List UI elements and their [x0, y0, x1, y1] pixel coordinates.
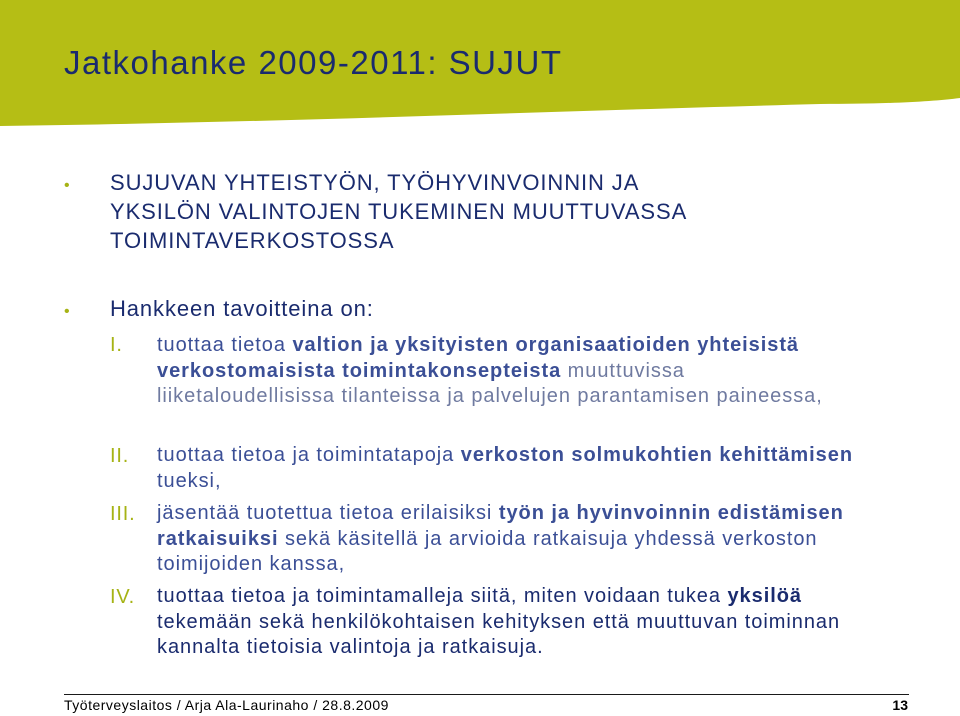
- goal-2-numeral: II.: [110, 445, 130, 467]
- goal-3-numeral: III.: [110, 503, 136, 525]
- footer-credit: Työterveyslaitos / Arja Ala-Laurinaho / 28.8.2009: [64, 697, 389, 713]
- goal-2-part-2: verkoston solmukohtien kehittämisen: [460, 444, 853, 466]
- goals-heading: Hankkeen tavoitteina on:: [110, 296, 374, 321]
- bullet-goals: •: [64, 303, 70, 320]
- goal-3-part-2: työn ja hyvinvoinnin edistämisen ratkaisuiksi: [157, 502, 844, 550]
- goal-4-part-1: tuottaa tietoa ja toimintamalleja siitä, miten voidaan tukea: [157, 585, 728, 607]
- goal-1-part-3: muuttuvissa liiketaloudellisissa tilanteissa ja palvelujen parantamisen paineessa,: [157, 359, 823, 407]
- bullet-heading: •: [64, 177, 70, 194]
- goal-4-text: [157, 584, 857, 661]
- project-heading-line-3: TOIMINTAVERKOSTOSSA: [110, 228, 395, 253]
- goal-2-text: [157, 443, 857, 494]
- goal-2-part-1: tuottaa tietoa ja toimintatapoja: [157, 444, 461, 466]
- goal-4-part-3: tekemään sekä henkilökohtaisen kehityksen että muuttuvan toiminnan kannalta tietoisia valintoja ja ratkaisuja.: [157, 610, 841, 658]
- goal-1-part-1: tuottaa tietoa: [157, 334, 293, 356]
- page-number: 13: [892, 697, 908, 713]
- footer-divider: [64, 694, 909, 695]
- project-heading: [110, 168, 687, 255]
- goal-1-text: [157, 333, 857, 410]
- goal-4-part-2: yksilöä: [727, 585, 802, 607]
- goal-3-text: [157, 501, 857, 578]
- slide-title: Jatkohanke 2009-2011: SUJUT: [64, 44, 563, 81]
- goal-1-numeral: I.: [110, 334, 123, 356]
- project-heading-line-2: YKSILÖN VALINTOJEN TUKEMINEN MUUTTUVASSA: [110, 199, 688, 224]
- goal-3-part-3: sekä käsitellä ja arvioida ratkaisuja yhdessä verkoston toimijoiden kanssa,: [157, 527, 818, 575]
- goal-4-numeral: IV.: [110, 586, 136, 608]
- project-heading-line-1: SUJUVAN YHTEISTYÖN, TYÖHYVINVOINNIN JA: [110, 170, 640, 195]
- goal-3-part-1: jäsentää tuotettua tietoa erilaisiksi: [157, 502, 499, 524]
- goal-1-part-2: valtion ja yksityisten organisaatioiden yhteisistä verkostomaisista toimintakonsepteista: [157, 334, 799, 382]
- goal-2-part-3: tueksi,: [157, 469, 222, 492]
